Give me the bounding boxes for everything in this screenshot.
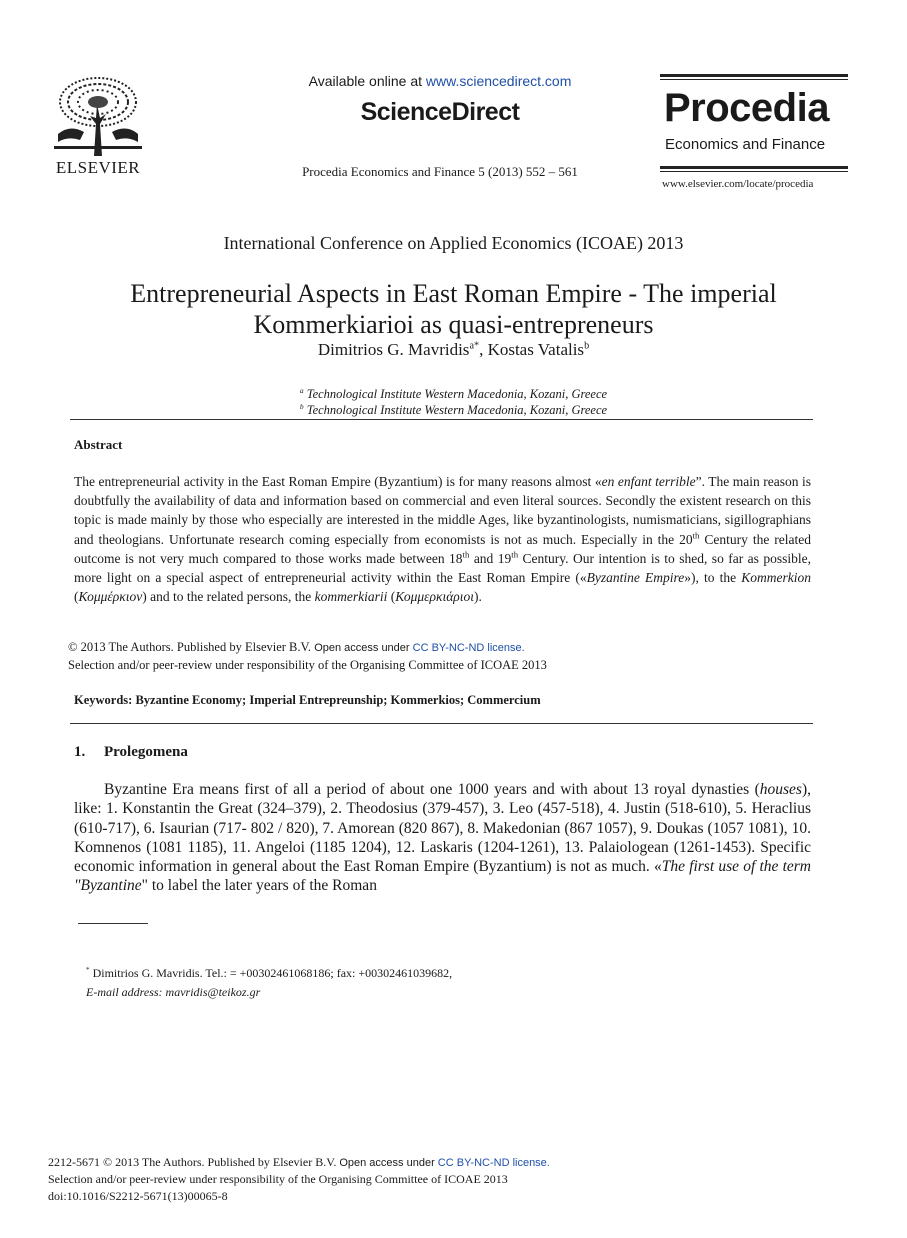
title-line-1: Entrepreneurial Aspects in East Roman Empire - The imperial — [130, 279, 777, 308]
affiliation-b — [60, 402, 847, 418]
license-link[interactable]: CC BY-NC-ND license. — [412, 642, 525, 654]
author-separator: , — [479, 340, 488, 359]
keywords: Keywords: Byzantine Economy; Imperial Entrepreunship; Kommerkios; Commercium — [74, 693, 541, 707]
abstract-segment: The entrepreneurial activity in the East Roman Empire (Byzantium) is for many reasons almost « — [74, 474, 602, 489]
author-1: Dimitrios G. Mavridis — [317, 340, 470, 359]
paper-title — [60, 278, 847, 340]
abstract-segment: ). — [474, 589, 482, 605]
superscript-th: th — [692, 530, 700, 541]
elsevier-logo — [50, 74, 146, 179]
abstract-bottom-rule — [70, 723, 813, 724]
superscript-th: th — [462, 549, 470, 560]
procedia-bottom-rule-thin — [660, 171, 848, 172]
copyright-line — [68, 640, 525, 655]
abstract-italic: Κομμερκιάριοι — [395, 589, 475, 605]
peer-review-line: Selection and/or peer-review under responsibility of the Organising Committee of ICOAE 2013 — [68, 658, 547, 672]
abstract-segment: and 19 — [469, 550, 512, 566]
abstract-italic: Byzantine Empire — [586, 570, 685, 586]
abstract-italic: Κομμέρκιον — [78, 589, 143, 605]
abstract-segment: Century. Our intention is to shed, so far as possible, more light on a special aspect of entrepreneurial activity within the East Roman Empire (« — [74, 550, 812, 586]
affiliations — [60, 386, 847, 418]
procedia-top-rule-thin — [660, 79, 848, 80]
abstract-text — [74, 472, 811, 606]
affiliation-mark: b — [299, 401, 304, 411]
section-title: Prolegomena — [104, 744, 188, 760]
procedia-bottom-rule — [660, 166, 848, 169]
body-segment: ), like: 1. Konstantin the Great (324–379), 2. Theodosius (379-457), 3. Leo (457-518), 4. Justin (518-610), 5. Heraclius (610-717), 6. Isaurian (717- 802 / 820), 7. Amorean (820 867), 8. Makedonian (867 1057), 9. Doukas (1057 1081), 10. Komnenos (1081 1185), 11. Angeloi (1185 1204), 12. Laskaris (1204-1261), 13. Palaiologean (1261-1453). Specific economic information in general about the East Roman Empire (Byzantium) is not as much. « — [74, 781, 811, 876]
abstract-segment: ) and to the related persons, the — [142, 589, 315, 605]
issn-line — [48, 1155, 550, 1170]
author-2: Kostas Vatalis — [487, 340, 585, 359]
sciencedirect-link[interactable]: www.sciencedirect.com — [425, 73, 572, 89]
bottom-peer-review-line: Selection and/or peer-review under responsibility of the Organising Committee of ICOAE 2013 — [48, 1172, 508, 1186]
affiliation-mark: a — [299, 385, 304, 395]
footnote-mark: * — [86, 966, 90, 974]
section-number: 1. — [74, 744, 86, 760]
affiliation-text: Technological Institute Western Macedonia, Kozani, Greece — [306, 403, 608, 417]
abstract-segment: ( — [387, 589, 396, 605]
availability-line — [190, 73, 690, 89]
author-list — [60, 340, 847, 360]
superscript-th: th — [511, 549, 519, 560]
open-access-text: Open access under — [339, 1157, 438, 1169]
title-line-2: Kommerkiarioi as quasi-entrepreneurs — [253, 310, 654, 339]
procedia-logo — [660, 74, 848, 194]
footnote-contact — [86, 966, 452, 981]
procedia-subtitle: Economics and Finance — [665, 136, 826, 153]
journal-reference: Procedia Economics and Finance 5 (2013) 552 – 561 — [302, 164, 578, 179]
abstract-segment: ”. The main reason is doubtfully the availability of data and information based on commercial and even literal sources. Secondly the existent research on this topic is made mainly by those who especially are interested in the middle Ages, like byzantinologists, numismaticians, sigillographians and theologians. Unfortunate research coming especially from economists is not as much. Especially in the 20 — [74, 474, 811, 547]
abstract-heading: Abstract — [74, 437, 123, 452]
affiliation-a — [60, 386, 847, 402]
footnote-email[interactable]: E-mail address: mavridis@teikoz.gr — [86, 985, 261, 999]
procedia-top-rule — [660, 74, 848, 77]
body-italic: houses — [759, 781, 802, 798]
abstract-italic: Kommerkion — [741, 570, 811, 586]
publisher-name: ELSEVIER — [55, 158, 141, 177]
elsevier-tree-icon — [50, 74, 146, 156]
footnote-rule — [78, 923, 148, 924]
abstract-italic: kommerkiarii — [314, 589, 388, 605]
sciencedirect-logo: ScienceDirect — [360, 98, 520, 126]
conference-name: International Conference on Applied Economics (ICOAE) 2013 — [223, 233, 684, 253]
abstract-segment: Century the related outcome is not very much compared to those works made between 18 — [74, 531, 811, 566]
body-paragraph — [74, 780, 811, 896]
abstract-segment: »), to the — [684, 570, 742, 586]
issn-text: 2212-5671 © 2013 The Authors. Published by Elsevier B.V. — [48, 1155, 340, 1169]
body-segment: Byzantine Era means first of all a period of about one 1000 years and with about 13 royal dynasties ( — [104, 781, 760, 798]
license-link[interactable]: CC BY-NC-ND license. — [437, 1157, 550, 1169]
doi-line[interactable]: doi:10.1016/S2212-5671(13)00065-8 — [48, 1189, 228, 1203]
author-2-affil-mark: b — [584, 340, 590, 352]
availability-prefix: Available online at — [308, 73, 426, 89]
abstract-italic: en enfant terrible — [601, 474, 696, 489]
procedia-wordmark: Procedia — [664, 86, 829, 130]
abstract-segment: ( — [74, 589, 79, 605]
author-1-affil-mark: a* — [469, 340, 480, 352]
copyright-text: © 2013 The Authors. Published by Elsevier B.V. — [68, 640, 315, 654]
open-access-text: Open access under — [314, 642, 413, 654]
footnote-text: Dimitrios G. Mavridis. Tel.: = +00302461068186; fax: +00302461039682, — [89, 966, 453, 980]
abstract-top-rule — [70, 419, 813, 420]
body-segment: " to label the later years of the Roman — [141, 877, 377, 895]
body-italic: The first use of the term "Byzantine — [74, 858, 811, 895]
affiliation-text: Technological Institute Western Macedonia, Kozani, Greece — [306, 387, 608, 401]
journal-url[interactable]: www.elsevier.com/locate/procedia — [662, 178, 814, 190]
